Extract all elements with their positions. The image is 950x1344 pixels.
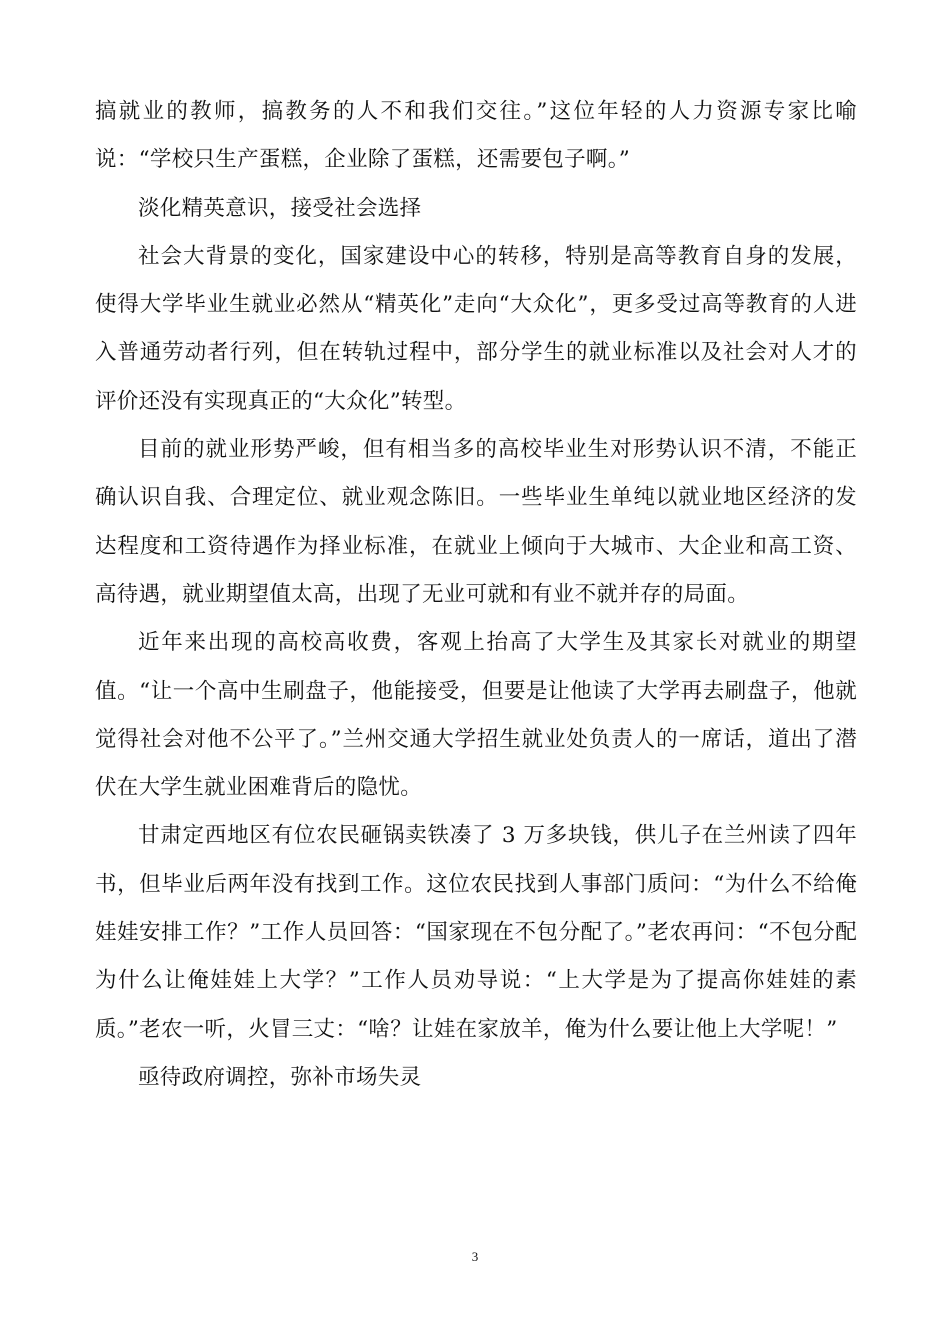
paragraph-dingxi-farmer: 甘肃定西地区有位农民砸锅卖铁凑了 3 万多块钱，供儿子在兰州读了四年书，但毕业后两年没有找到工作。这位农民找到人事部门质问：“为什么不给俺娃娃安排工作？”工作人员回答：“国家现在不包分配了。”老农再问：“不包分配为什么让俺娃娃上大学？”工作人员劝导说：“上大学是为了提高你娃娃的素质。”老农一听，火冒三丈：“啥？让娃在家放羊，俺为什么要让他上大学呢！” [95, 823, 857, 1042]
section-heading-elite-awareness: 淡化精英意识，接受社会选择 [138, 195, 422, 221]
section-heading-government-regulation: 亟待政府调控，弥补市场失灵 [138, 1064, 422, 1090]
paragraph-high-tuition: 近年来出现的高校高收费，客观上抬高了大学生及其家长对就业的期望值。“让一个高中生刷盘子，他能接受，但要是让他读了大学再去刷盘子，他就觉得社会对他不公平了。”兰州交通大学招生就业处负责人的一席话，道出了潜伏在大学生就业困难背后的隐忧。 [95, 630, 857, 801]
page-number: 3 [471, 1249, 479, 1264]
document-body [95, 88, 857, 1102]
paragraph-continued: 搞就业的教师，搞教务的人不和我们交往。”这位年轻的人力资源专家比喻说：“学校只生产蛋糕，企业除了蛋糕，还需要包子啊。” [95, 99, 857, 173]
paragraph-employment-situation: 目前的就业形势严峻，但有相当多的高校毕业生对形势认识不清，不能正确认识自我、合理定位、就业观念陈旧。一些毕业生单纯以就业地区经济的发达程度和工资待遇作为择业标准，在就业上倾向于大城市、大企业和高工资、高待遇，就业期望值太高，出现了无业可就和有业不就并存的局面。 [95, 437, 857, 607]
paragraph-social-background: 社会大背景的变化，国家建设中心的转移，特别是高等教育自身的发展，使得大学毕业生就业必然从“精英化”走向“大众化”，更多受过高等教育的人进入普通劳动者行列，但在转轨过程中，部分学生的就业标准以及社会对人才的评价还没有实现真正的“大众化”转型。 [95, 243, 857, 414]
